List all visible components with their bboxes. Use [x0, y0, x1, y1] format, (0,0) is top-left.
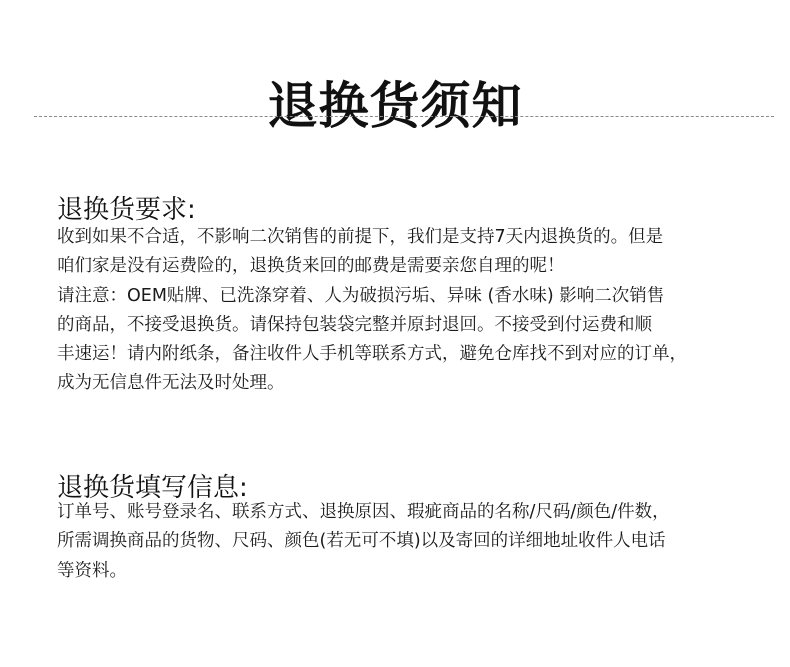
page-title: 退换货须知: [267, 76, 523, 135]
section-heading-requirements: 退换货要求:: [57, 194, 196, 225]
requirements-line: 成为无信息件无法及时处理。: [57, 373, 285, 394]
section-heading-info: 退换货填写信息:: [57, 472, 248, 503]
requirements-line: 收到如果不合适，不影响二次销售的前提下，我们是支持7天内退换货的。但是: [57, 227, 664, 247]
requirements-line: 咱们家是没有运费险的，退换货来回的邮费是需要亲您自理的呢！: [57, 256, 565, 277]
dashed-divider: [34, 116, 774, 117]
requirements-line: 丰速运！请内附纸条，备注收件人手机等联系方式，避免仓库找不到对应的订单，: [57, 344, 687, 365]
requirements-line: 的商品，不接受退换货。请保持包装袋完整并原封退回。不接受到付运费和顺: [57, 314, 652, 335]
info-line: 所需调换商品的货物、尺码、颜色(若无可不填)以及寄回的详细地址收件人电话: [57, 531, 666, 552]
info-line: 等资料。: [57, 560, 127, 581]
requirements-paragraph: [57, 223, 769, 399]
info-line: 订单号、账号登录名、联系方式、退换原因、瑕疵商品的名称/尺码/颜色/件数，: [57, 502, 670, 522]
requirements-line: 请注意：OEM贴牌、已洗涤穿着、人为破损污垢、异味 (香水味) 影响二次销售: [57, 285, 665, 306]
info-paragraph: [57, 498, 769, 586]
